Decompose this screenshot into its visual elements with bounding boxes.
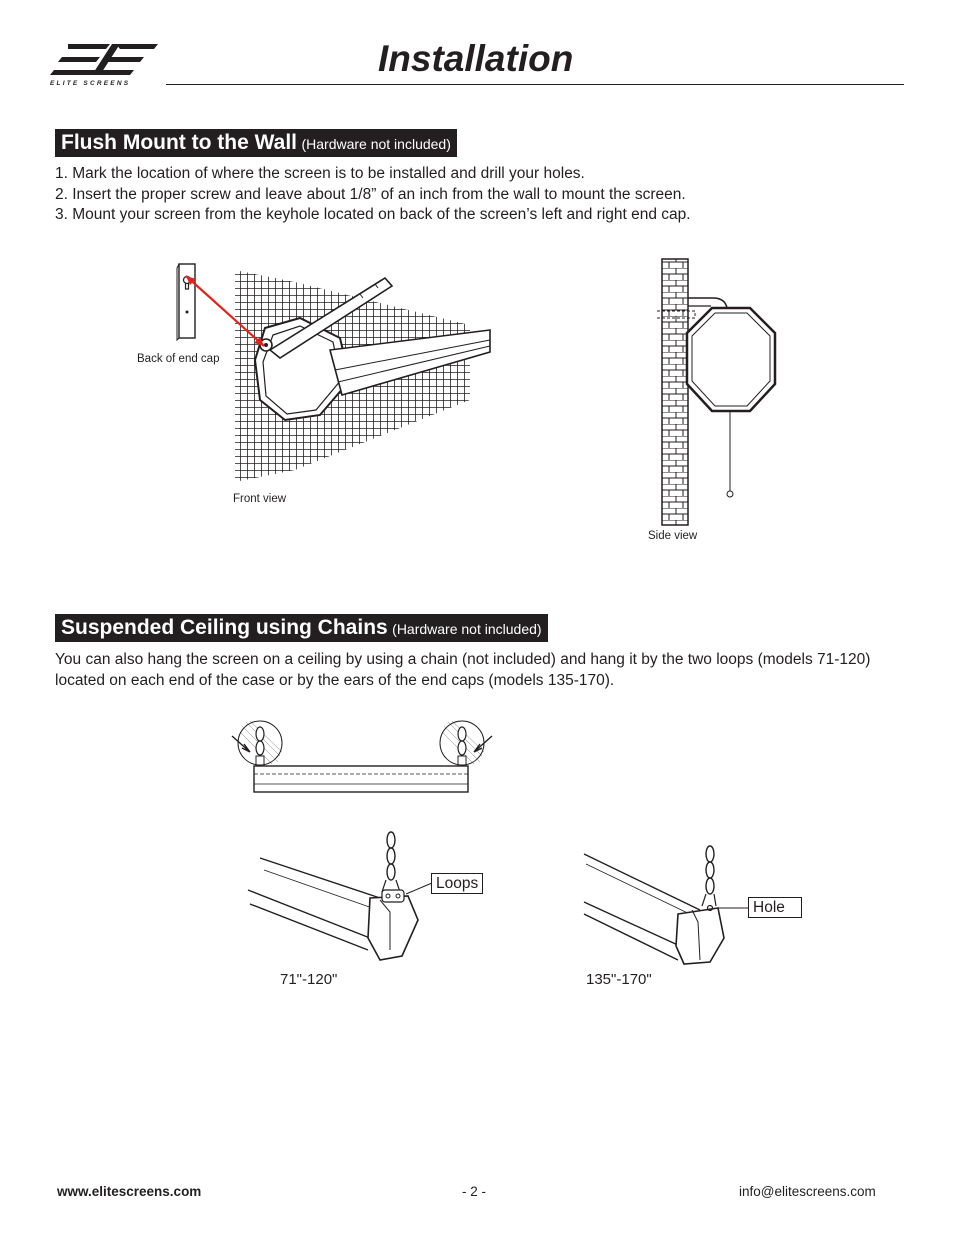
keyhole-arrow-icon [180,270,280,360]
ceiling-overview-illustration [230,718,500,800]
section-title: Flush Mount to the Wall [61,131,298,154]
section-note: (Hardware not included) [392,621,542,637]
step-item: 3. Mount your screen from the keyhole located on back of the screen’s left and right end cap. [55,206,691,223]
step-item: 1. Mark the location of where the screen is to be installed and drill your holes. [55,165,585,182]
step-item: 2. Insert the proper screw and leave about 1/8” of an inch from the wall to mount the screen. [55,185,686,203]
section-heading-suspended-ceiling [55,614,548,642]
ceiling-paragraph: You can also hang the screen on a ceiling by using a chain (not included) and hang it by the two loops (models 71-120) located on each end of the case or by the ears of the end caps (models 135-170). [55,651,871,689]
back-caption: Back of end cap [137,353,220,365]
page-number: - 2 - [462,1184,487,1199]
size-small-caption: 71"-120" [280,971,338,988]
section-title: Suspended Ceiling using Chains [61,616,388,639]
front-caption: Front view [233,493,287,505]
elite-screens-logo [48,40,160,90]
loops-detail-illustration [240,828,440,968]
hole-detail-illustration [580,842,760,968]
brand-wordmark: ELITE SCREENS [50,80,131,87]
page-title: Installation [378,38,574,79]
hole-label: Hole [748,897,802,918]
footer-website[interactable]: www.elitescreens.com [57,1184,202,1199]
side-caption: Side view [648,530,698,542]
loops-label: Loops [431,873,483,894]
instruction-steps [55,164,691,226]
section-heading-flush-mount [55,129,457,157]
side-view-illustration [655,256,785,528]
footer-email[interactable]: info@elitescreens.com [739,1184,876,1199]
header-divider [166,84,904,85]
section-note: (Hardware not included) [301,136,451,152]
size-large-caption: 135"-170" [586,971,652,988]
